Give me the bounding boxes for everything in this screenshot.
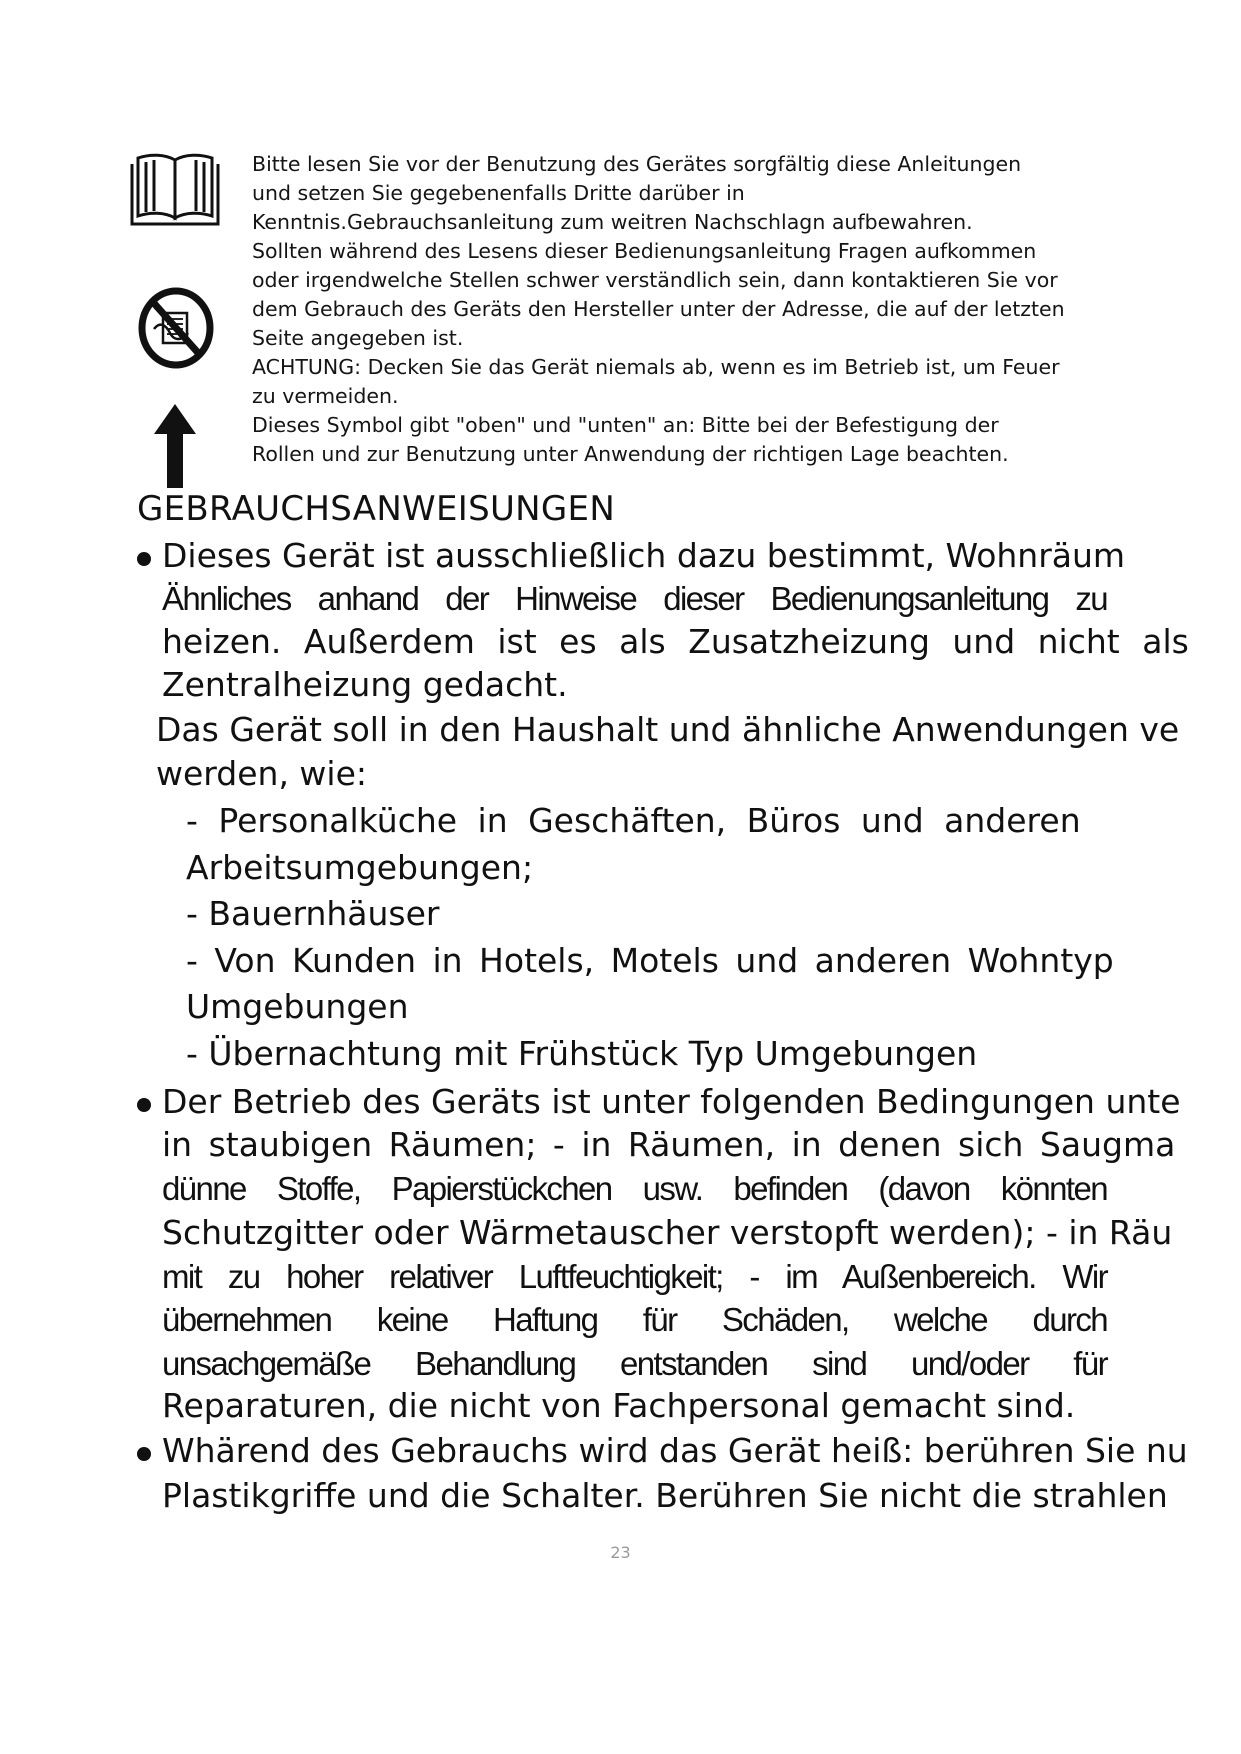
list-item: - Übernachtung mit Frühstück Typ Umgebungen	[186, 1034, 978, 1073]
list-item: - Von Kunden in Hotels, Motels und anderen Wohntyp	[186, 941, 1114, 980]
list-item: - Bauernhäuser	[186, 894, 440, 933]
body-line: Whärend des Gebrauchs wird das Gerät heiß: berühren Sie nu	[162, 1431, 1188, 1470]
bullet-icon	[137, 552, 151, 566]
list-item: Arbeitsumgebungen;	[186, 848, 534, 887]
body-line: Dieses Gerät ist ausschließlich dazu bestimmt, Wohnräum	[162, 536, 1126, 575]
page-number: 23	[610, 1543, 631, 1562]
body-line: übernehmen keine Haftung für Schäden, welche durch	[162, 1301, 1107, 1338]
section-heading: GEBRAUCHSANWEISUNGEN	[137, 489, 616, 529]
body-line: Plastikgriffe und die Schalter. Berühren Sie nicht die strahlen	[162, 1476, 1168, 1515]
bullet-icon	[137, 1447, 151, 1461]
do-not-cover-icon	[136, 285, 216, 371]
list-item: - Personalküche in Geschäften, Büros und anderen	[186, 801, 1081, 840]
intro-line: Bitte lesen Sie vor der Benutzung des Gerätes sorgfältig diese Anleitungen	[252, 152, 1022, 176]
intro-line: zu vermeiden.	[252, 384, 399, 408]
body-line: mit zu hoher relativer Luftfeuchtigkeit; - im Außenbereich. Wir	[162, 1258, 1107, 1295]
intro-line: Dieses Symbol gibt "oben" und "unten" an: Bitte bei der Befestigung der	[252, 413, 999, 437]
arrow-up-icon	[152, 404, 198, 488]
body-line: Schutzgitter oder Wärmetauscher verstopft werden); - in Räu	[162, 1213, 1173, 1252]
intro-line: Kenntnis.Gebrauchsanleitung zum weitren Nachschlagn aufbewahren.	[252, 210, 973, 234]
intro-line: und setzen Sie gegebenenfalls Dritte darüber in	[252, 181, 745, 205]
body-line: Das Gerät soll in den Haushalt und ähnliche Anwendungen ve	[156, 710, 1180, 749]
intro-line: Sollten während des Lesens dieser Bedienungsanleitung Fragen aufkommen	[252, 239, 1037, 263]
body-line: Zentralheizung gedacht.	[162, 665, 568, 704]
intro-line: ACHTUNG: Decken Sie das Gerät niemals ab, wenn es im Betrieb ist, um Feuer	[252, 355, 1060, 379]
body-line: in staubigen Räumen; - in Räumen, in denen sich Saugma	[162, 1125, 1176, 1164]
body-line: unsachgemäße Behandlung entstanden sind und/oder für	[162, 1345, 1107, 1382]
body-line: Reparaturen, die nicht von Fachpersonal gemacht sind.	[162, 1386, 1076, 1425]
body-line: heizen. Außerdem ist es als Zusatzheizung und nicht als	[162, 622, 1189, 661]
bullet-icon	[137, 1098, 151, 1112]
intro-line: oder irgendwelche Stellen schwer verständlich sein, dann kontaktieren Sie vor	[252, 268, 1058, 292]
open-book-icon	[130, 150, 220, 226]
body-line: werden, wie:	[156, 754, 368, 793]
body-line: dünne Stoffe, Papierstückchen usw. befinden (davon könnten	[162, 1170, 1107, 1207]
intro-text-block	[252, 150, 1102, 469]
list-item: Umgebungen	[186, 987, 409, 1026]
body-line: Der Betrieb des Geräts ist unter folgenden Bedingungen unte	[162, 1082, 1181, 1121]
intro-line: Rollen und zur Benutzung unter Anwendung der richtigen Lage beachten.	[252, 442, 1009, 466]
body-line: Ähnliches anhand der Hinweise dieser Bedienungsanleitung zu	[162, 580, 1107, 617]
intro-line: Seite angegeben ist.	[252, 326, 464, 350]
intro-line: dem Gebrauch des Geräts den Hersteller unter der Adresse, die auf der letzten	[252, 297, 1065, 321]
